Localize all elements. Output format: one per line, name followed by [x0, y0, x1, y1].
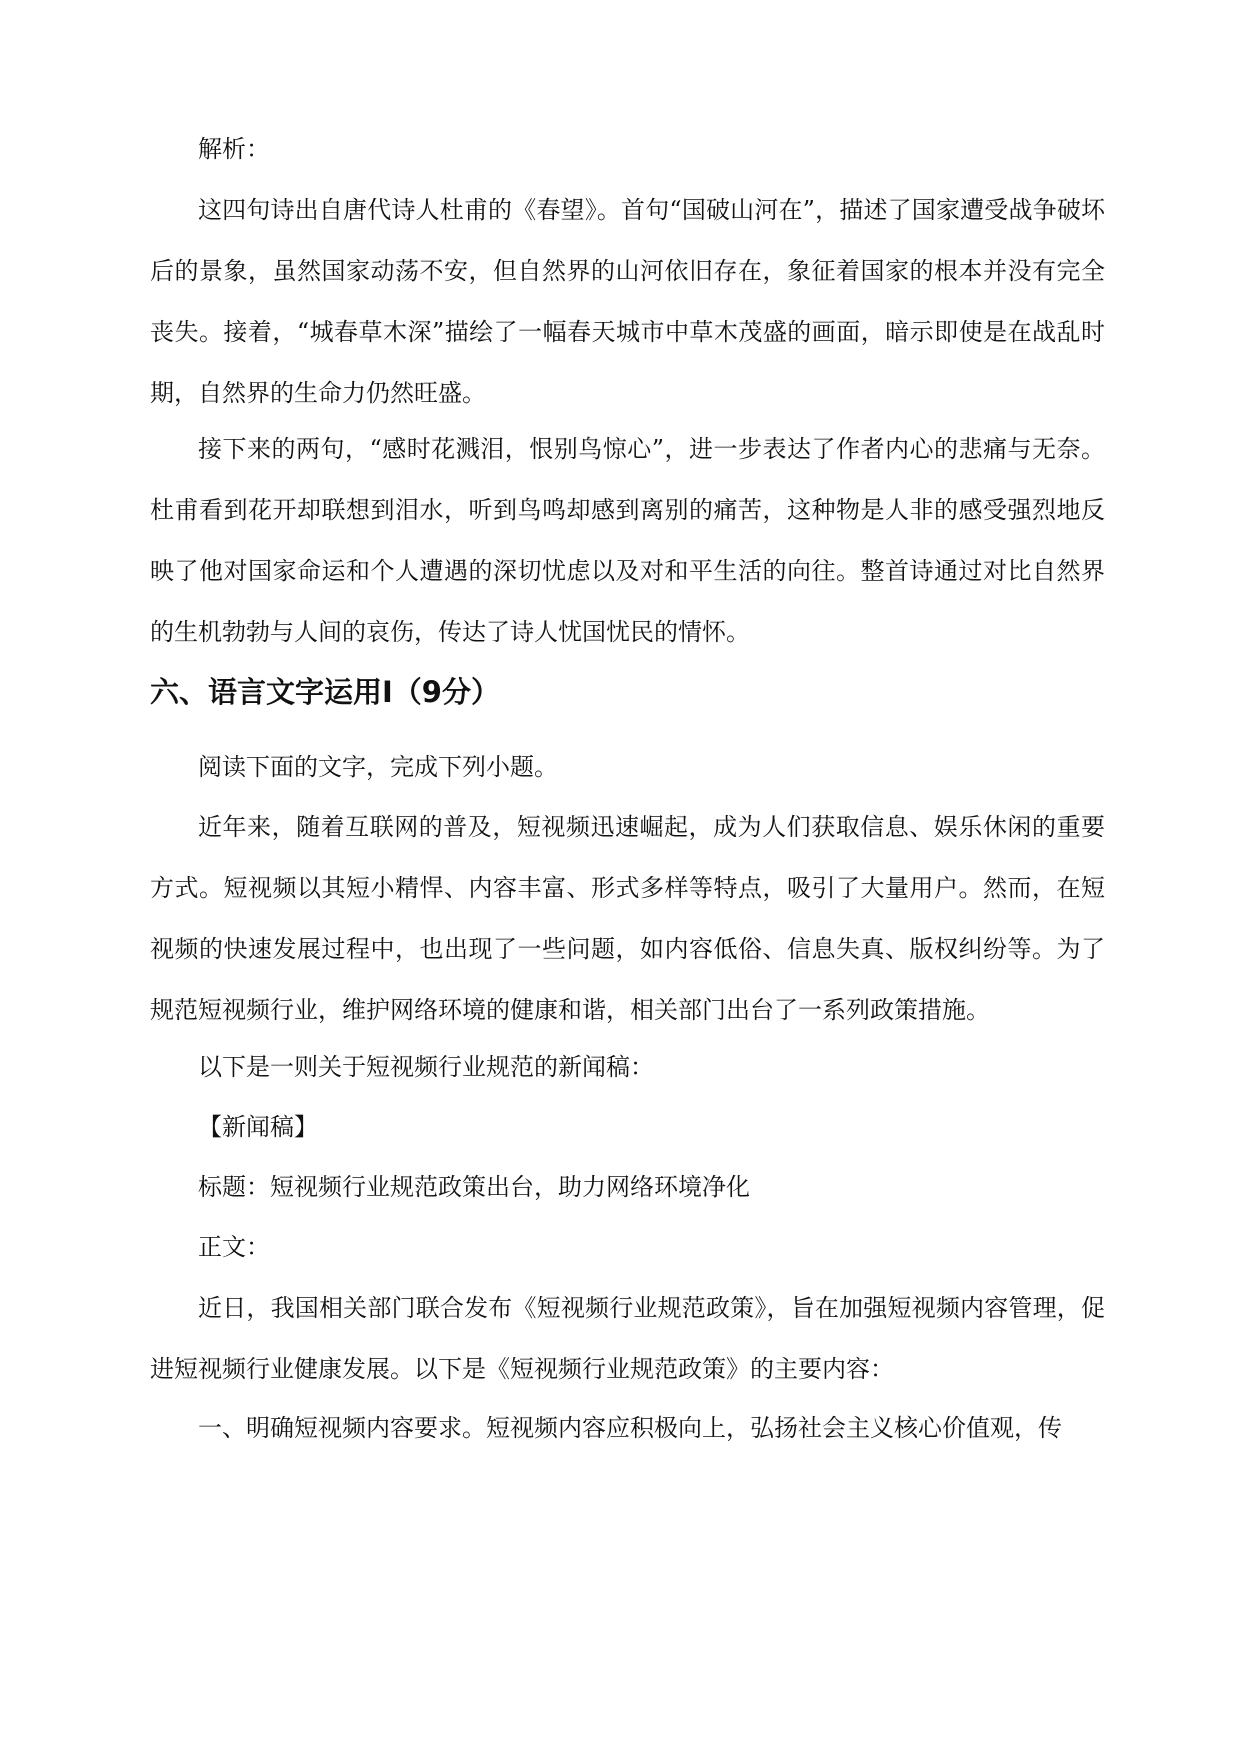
reading-instruction: 阅读下面的文字，完成下列小题。 — [198, 753, 558, 781]
analysis-label: 解析： — [198, 135, 270, 163]
news-title: 标题：短视频行业规范政策出台，助力网络环境净化 — [198, 1173, 750, 1201]
analysis-paragraph-1: 这四句诗出自唐代诗人杜甫的《春望》。首句“国破山河在”，描述了国家遭受战争破坏后的景象，虽然国家动荡不安，但自然界的山河依旧存在，象征着国家的根本并没有完全丧失。接着，“城春草木深”描绘了一幅春天城市中草木茂盛的画面，暗示即使是在战乱时期，自然界的生命力仍然旺盛。 — [150, 196, 1105, 407]
analysis-paragraph-2: 接下来的两句，“感时花溅泪，恨别鸟惊心”，进一步表达了作者内心的悲痛与无奈。杜甫看到花开却联想到泪水，听到鸟鸣却感到离别的痛苦，这种物是人非的感受强烈地反映了他对国家命运和个人遭遇的深切忧虑以及对和平生活的向往。整首诗通过对比自然界的生机勃勃与人间的哀伤，传达了诗人忧国忧民的情怀。 — [150, 435, 1105, 646]
news-label: 【新闻稿】 — [198, 1113, 318, 1141]
passage-paragraph-1: 近年来，随着互联网的普及，短视频迅速崛起，成为人们获取信息、娱乐休闲的重要方式。短视频以其短小精悍、内容丰富、形式多样等特点，吸引了大量用户。然而，在短视频的快速发展过程中，也出现了一些问题，如内容低俗、信息失真、版权纠纷等。为了规范短视频行业，维护网络环境的健康和谐，相关部门出台了一系列政策措施。 — [150, 813, 1105, 1024]
section-heading: 六、语言文字运用Ⅰ（9分） — [150, 675, 500, 709]
news-body-paragraph-1: 近日，我国相关部门联合发布《短视频行业规范政策》，旨在加强短视频内容管理，促进短视频行业健康发展。以下是《短视频行业规范政策》的主要内容： — [150, 1294, 1105, 1383]
news-body-label: 正文： — [198, 1233, 270, 1261]
news-body-paragraph-2: 一、明确短视频内容要求。短视频内容应积极向上，弘扬社会主义核心价值观，传 — [198, 1414, 1062, 1442]
passage-paragraph-2: 以下是一则关于短视频行业规范的新闻稿： — [198, 1053, 654, 1081]
